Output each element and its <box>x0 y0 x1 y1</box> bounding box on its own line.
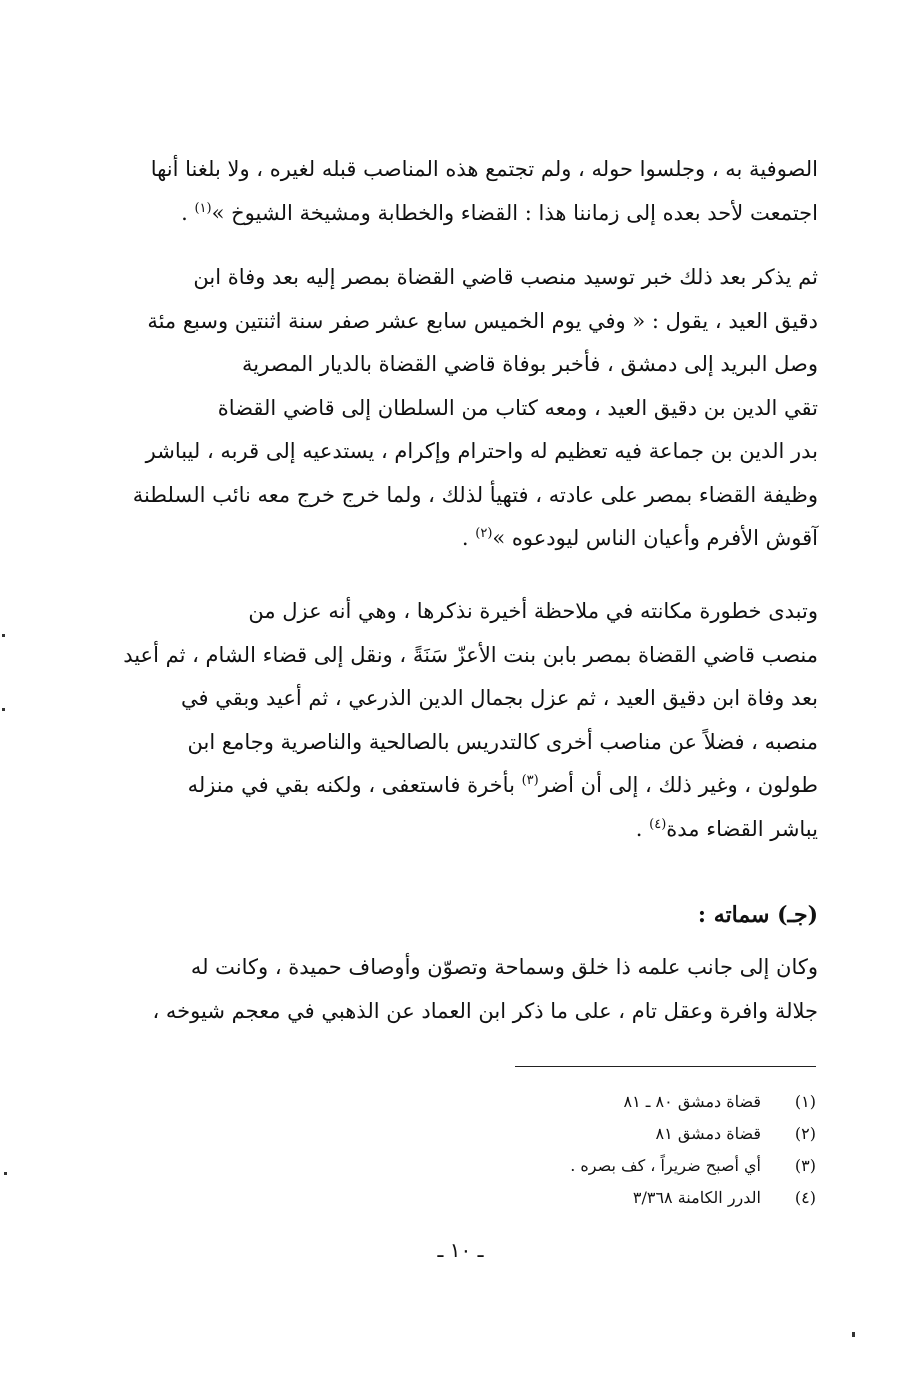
footnote-item <box>256 1118 816 1150</box>
text-line: جلالة وافرة وعقل تام ، على ما ذكر ابن العماد عن الذهبي في معجم شيوخه ، <box>152 998 818 1023</box>
paragraph-2 <box>118 256 818 561</box>
scan-mark <box>852 1332 855 1337</box>
scan-mark <box>2 708 5 711</box>
footnote-item <box>256 1086 816 1118</box>
footnote-number: (١) <box>794 1092 816 1111</box>
footnote-ref-1[interactable]: (١) <box>194 200 212 216</box>
footnotes <box>256 1086 816 1214</box>
paragraph-1 <box>118 148 818 235</box>
footnote-number: (٤) <box>794 1188 816 1207</box>
text-fragment: . <box>461 526 476 550</box>
text-fragment: . <box>181 200 195 225</box>
text-line: ثم يذكر بعد ذلك خبر توسيد منصب قاضي القضاة بمصر إليه بعد وفاة ابن <box>193 265 818 289</box>
text-line: منصب قاضي القضاة بمصر بابن بنت الأعزّ سَنَةً ، ونقل إلى قضاء الشام ، ثم أعيد <box>123 642 818 667</box>
section-heading: (جـ) سماته : <box>697 902 818 928</box>
text-line: بعد وفاة ابن دقيق العيد ، ثم عزل بجمال الدين الذرعي ، ثم أعيد وبقي في <box>180 686 818 710</box>
footnote-item <box>256 1182 816 1214</box>
text-line <box>118 192 818 236</box>
text-line: تقي الدين بن دقيق العيد ، ومعه كتاب من السلطان إلى قاضي القضاة <box>217 395 818 420</box>
footnote-ref-2[interactable]: (٢) <box>475 526 493 541</box>
footnote-item <box>256 1150 816 1182</box>
text-line: وكان إلى جانب علمه ذا خلق وسماحة وتصوّن وأوصاف حميدة ، وكانت له <box>190 955 818 979</box>
text-line <box>118 517 818 561</box>
paragraph-3 <box>118 590 818 851</box>
footnote-text: قضاة دمشق ٨١ <box>655 1124 761 1143</box>
text-line <box>118 764 818 808</box>
text-line: وصل البريد إلى دمشق ، فأخبر بوفاة قاضي القضاة بالديار المصرية <box>241 352 818 376</box>
text-fragment: بأخرة فاستعفى ، ولكنه بقي في منزله <box>187 773 522 797</box>
footnote-divider <box>515 1066 816 1067</box>
text-line: بدر الدين بن جماعة فيه تعظيم له واحترام وإكرام ، يستدعيه إلى قربه ، ليباشر <box>145 439 818 463</box>
footnote-text: أي أصبح ضريراً ، كف بصره . <box>570 1156 761 1175</box>
text-line: الصوفية به ، وجلسوا حوله ، ولم تجتمع هذه المناصب قبله لغيره ، ولا بلغنا أنها <box>150 157 818 181</box>
text-line: دقيق العيد ، يقول : « وفي يوم الخميس سابع عشر صفر سنة اثنتين وسبع مئة <box>147 308 818 333</box>
page-number: ـ ١٠ ـ <box>437 1238 484 1262</box>
text-fragment: اجتمعت لأحد بعده إلى زماننا هذا : القضاء والخطابة ومشيخة الشيوخ » <box>211 200 818 225</box>
footnote-number: (٢) <box>794 1124 816 1143</box>
scan-mark <box>4 1172 7 1175</box>
footnote-number: (٣) <box>794 1156 816 1175</box>
text-line: وظيفة القضاء بمصر على عادته ، فتهيأ لذلك ، ولما خرج خرج معه نائب السلطنة <box>132 482 818 507</box>
text-fragment: . <box>635 816 650 841</box>
footnote-ref-4[interactable]: (٤) <box>649 816 667 832</box>
text-fragment: طولون ، وغير ذلك ، إلى أن أضر <box>538 773 818 797</box>
footnote-ref-3[interactable]: (٣) <box>521 773 539 788</box>
paragraph-4 <box>118 946 818 1033</box>
footnote-text: قضاة دمشق ٨٠ ـ ٨١ <box>623 1092 761 1111</box>
text-line: وتبدى خطورة مكانته في ملاحظة أخيرة نذكرها ، وهي أنه عزل من <box>248 599 818 623</box>
text-line: منصبه ، فضلاً عن مناصب أخرى كالتدريس بالصالحية والناصرية وجامع ابن <box>187 729 818 754</box>
text-fragment: آقوش الأفرم وأعيان الناس ليودعوه » <box>492 526 818 550</box>
scan-mark <box>2 634 5 637</box>
text-fragment: يباشر القضاء مدة <box>666 816 818 841</box>
footnote-text: الدرر الكامنة ٣/٣٦٨ <box>632 1188 761 1207</box>
text-line <box>118 808 818 852</box>
